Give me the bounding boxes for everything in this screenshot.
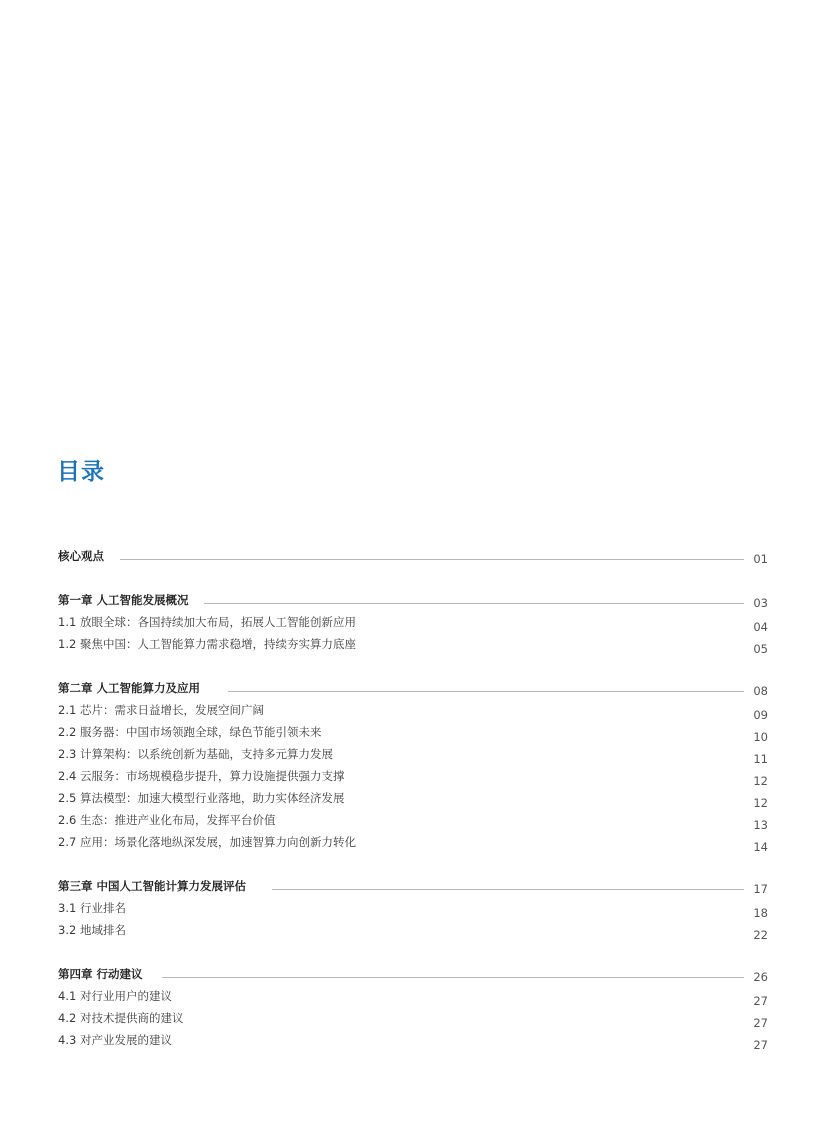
toc-item-label: 2.3 计算架构：以系统创新为基础，支持多元算力发展	[58, 747, 333, 761]
toc-item-row[interactable]	[58, 698, 768, 722]
toc-leader-line	[204, 603, 744, 604]
toc-chapter-row[interactable]	[58, 874, 768, 894]
toc-leader-line	[120, 559, 744, 560]
toc-chapter-row[interactable]	[58, 962, 768, 982]
toc-chapter-label: 核心观点	[58, 549, 104, 563]
toc-item-row[interactable]	[58, 1006, 768, 1030]
toc-item-row[interactable]	[58, 610, 768, 634]
toc-item-label: 4.2 对技术提供商的建议	[58, 1011, 184, 1025]
toc-chapter-row[interactable]	[58, 544, 768, 564]
toc-page-number: 11	[753, 752, 768, 766]
toc-page-number: 27	[753, 1038, 768, 1052]
toc-chapter-row[interactable]	[58, 676, 768, 696]
toc-page-number: 27	[753, 994, 768, 1008]
toc-chapter-label: 第二章 人工智能算力及应用	[58, 681, 201, 695]
toc-item-row[interactable]	[58, 984, 768, 1008]
toc-chapter-label: 第三章 中国人工智能计算力发展评估	[58, 879, 247, 893]
toc-item-row[interactable]	[58, 742, 768, 766]
toc-page-number: 26	[753, 970, 768, 984]
toc-item-label: 2.6 生态：推进产业化布局，发挥平台价值	[58, 813, 276, 827]
toc-item-row[interactable]	[58, 764, 768, 788]
toc-item-row[interactable]	[58, 1028, 768, 1052]
toc-item-row[interactable]	[58, 786, 768, 810]
toc-item-label: 2.4 云服务：市场规模稳步提升，算力设施提供强力支撑	[58, 769, 345, 783]
toc-chapter-label: 第四章 行动建议	[58, 967, 143, 981]
toc-page-number: 13	[753, 818, 768, 832]
toc-item-label: 2.5 算法模型：加速大模型行业落地，助力实体经济发展	[58, 791, 345, 805]
toc-item-label: 1.2 聚焦中国：人工智能算力需求稳增，持续夯实算力底座	[58, 637, 356, 651]
toc-page-number: 18	[753, 906, 768, 920]
toc-page-number: 03	[753, 596, 768, 610]
toc-item-label: 3.2 地域排名	[58, 923, 126, 937]
toc-page-number: 22	[753, 928, 768, 942]
toc-page-number: 17	[753, 882, 768, 896]
toc-item-label: 3.1 行业排名	[58, 901, 126, 915]
toc-page-number: 12	[753, 774, 768, 788]
toc-page-number: 09	[753, 708, 768, 722]
toc-item-label: 1.1 放眼全球：各国持续加大布局，拓展人工智能创新应用	[58, 615, 356, 629]
toc-leader-line	[228, 691, 744, 692]
toc-item-label: 2.2 服务器：中国市场领跑全球，绿色节能引领未来	[58, 725, 322, 739]
toc-chapter-row[interactable]	[58, 588, 768, 608]
toc-leader-line	[272, 889, 744, 890]
toc-page-number: 12	[753, 796, 768, 810]
toc-item-label: 2.1 芯片：需求日益增长，发展空间广阔	[58, 703, 264, 717]
toc-item-row[interactable]	[58, 632, 768, 656]
toc-page-number: 08	[753, 684, 768, 698]
toc-item-row[interactable]	[58, 896, 768, 920]
toc-leader-line	[162, 977, 744, 978]
toc-item-label: 4.3 对产业发展的建议	[58, 1033, 172, 1047]
toc-page-number: 10	[753, 730, 768, 744]
toc-chapter-label: 第一章 人工智能发展概况	[58, 593, 189, 607]
toc-item-label: 4.1 对行业用户的建议	[58, 989, 172, 1003]
toc-item-row[interactable]	[58, 918, 768, 942]
toc-page-number: 27	[753, 1016, 768, 1030]
toc-page-number: 14	[753, 840, 768, 854]
toc-item-row[interactable]	[58, 808, 768, 832]
toc-page-number: 05	[753, 642, 768, 656]
toc-page-number: 04	[753, 620, 768, 634]
toc-item-row[interactable]	[58, 720, 768, 744]
toc-page-number: 01	[753, 552, 768, 566]
page-title: 目录	[57, 459, 105, 485]
toc-item-label: 2.7 应用：场景化落地纵深发展，加速智算力向创新力转化	[58, 835, 356, 849]
toc-item-row[interactable]	[58, 830, 768, 854]
